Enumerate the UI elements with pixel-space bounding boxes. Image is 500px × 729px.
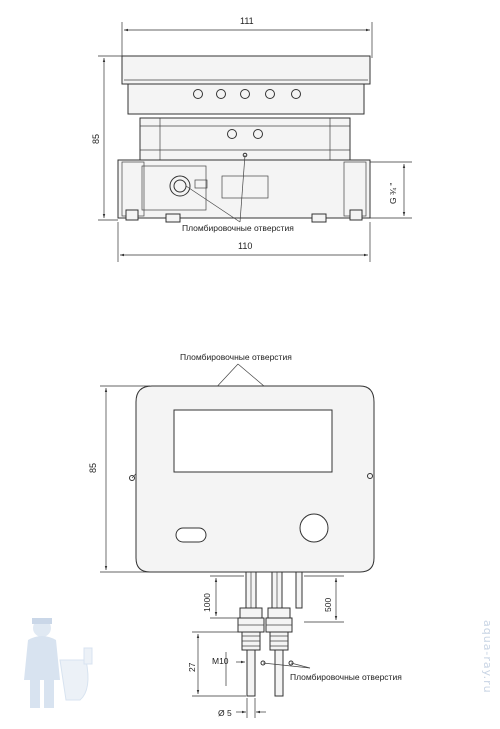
meter-display — [174, 410, 332, 472]
watermark-text: aqua-ray.ru — [481, 620, 494, 694]
dim-cable-1000-label: 1000 — [202, 593, 212, 612]
meter-optical-port — [300, 514, 328, 542]
front-view — [88, 352, 402, 718]
plumber-mascot-logo — [24, 618, 92, 708]
dim-27-label: 27 — [187, 662, 197, 672]
meter-body-upper — [128, 84, 364, 114]
dim-height-top-view-label: 85 — [91, 133, 101, 144]
dim-cable-500-label: 500 — [323, 597, 333, 612]
temperature-sensor-cables — [246, 572, 302, 608]
sensor-fittings — [238, 608, 293, 696]
dim-d5-label: Ø 5 — [218, 708, 232, 718]
dim-width-bottom-label: 110 — [238, 241, 253, 251]
dim-height-front-view-label: 85 — [88, 462, 98, 473]
meter-button — [176, 528, 206, 542]
seal-holes-label-front-top: Пломбировочные отверстия — [180, 352, 292, 362]
dim-width-top-label: 111 — [240, 16, 254, 26]
seal-holes-label-front-bottom: Пломбировочные отверстия — [290, 672, 402, 682]
top-view — [91, 16, 412, 262]
dim-m10-label: M10 — [212, 656, 229, 666]
seal-holes-label-top-view: Пломбировочные отверстия — [182, 223, 294, 233]
dim-thread-label: G ¾ " — [388, 182, 398, 204]
